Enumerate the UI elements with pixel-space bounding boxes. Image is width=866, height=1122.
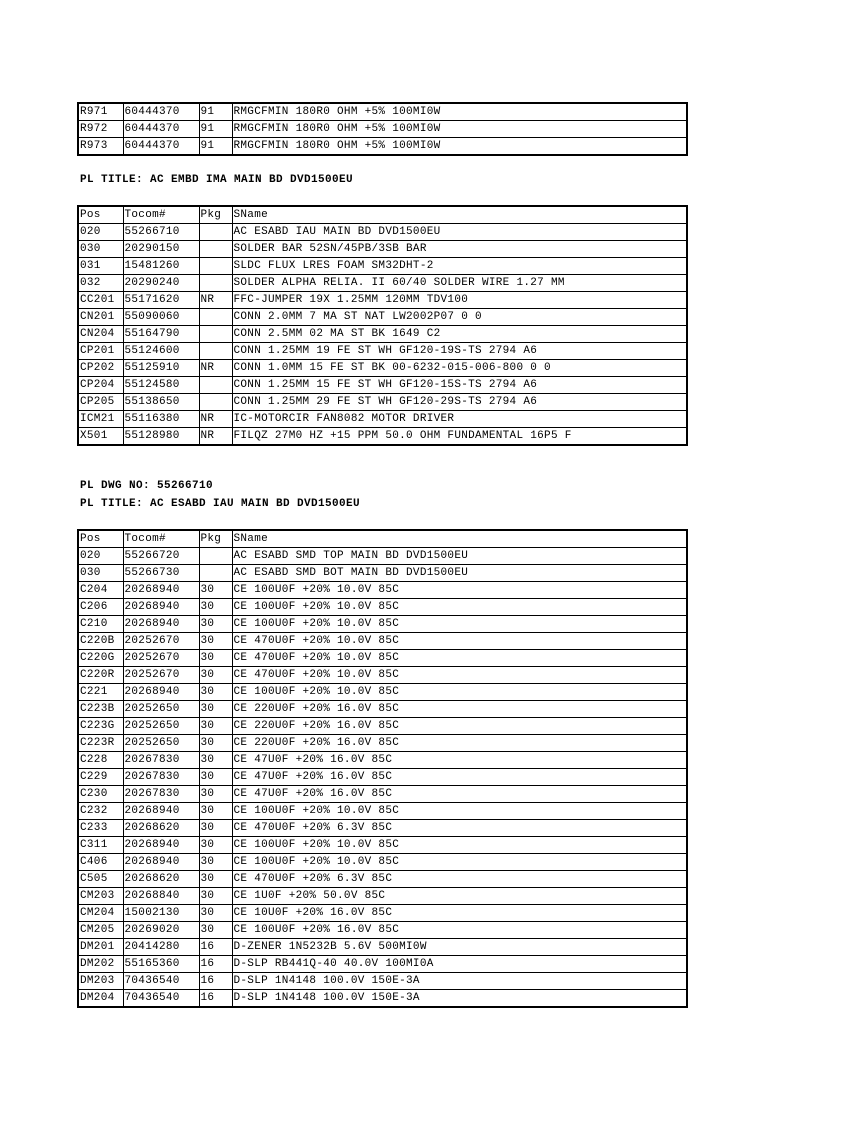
cell-tocom: 55090060 bbox=[123, 309, 199, 326]
cell-pos: C232 bbox=[78, 803, 123, 820]
cell-sname: CE 100U0F +20% 10.0V 85C bbox=[232, 837, 687, 854]
cell-tocom: 20268940 bbox=[123, 616, 199, 633]
section-title-esabd: PL TITLE: AC ESABD IAU MAIN BD DVD1500EU bbox=[80, 498, 361, 510]
cell-pos: C223R bbox=[78, 735, 123, 752]
cell-tocom: 20267830 bbox=[123, 769, 199, 786]
cell-pos: C233 bbox=[78, 820, 123, 837]
header-pos: Pos bbox=[78, 530, 123, 548]
cell-tocom: 20268620 bbox=[123, 871, 199, 888]
cell-pos: CM203 bbox=[78, 888, 123, 905]
cell-sname: CONN 2.5MM 02 MA ST BK 1649 C2 bbox=[232, 326, 687, 343]
cell-tocom: 70436540 bbox=[123, 990, 199, 1008]
cell-pkg: 16 bbox=[199, 939, 232, 956]
cell-tocom: 70436540 bbox=[123, 973, 199, 990]
cell-pos: CP204 bbox=[78, 377, 123, 394]
cell-tocom: 55165360 bbox=[123, 956, 199, 973]
table-row bbox=[78, 667, 687, 684]
cell-sname: RMGCFMIN 180R0 OHM +5% 100MI0W bbox=[232, 138, 687, 156]
cell-pkg: 30 bbox=[199, 820, 232, 837]
cell-pos: R972 bbox=[78, 121, 123, 138]
cell-pos: C228 bbox=[78, 752, 123, 769]
cell-sname: CE 100U0F +20% 10.0V 85C bbox=[232, 599, 687, 616]
table-row bbox=[78, 633, 687, 650]
cell-pkg: NR bbox=[199, 292, 232, 309]
cell-pkg: 91 bbox=[199, 103, 232, 121]
cell-sname: FILQZ 27M0 HZ +15 PPM 50.0 OHM FUNDAMENTAL 16P5 F bbox=[232, 428, 687, 446]
table-row bbox=[78, 905, 687, 922]
table-row bbox=[78, 103, 687, 121]
cell-pos: ICM21 bbox=[78, 411, 123, 428]
cell-sname: SOLDER BAR 52SN/45PB/3SB BAR bbox=[232, 241, 687, 258]
cell-tocom: 20290240 bbox=[123, 275, 199, 292]
table-row bbox=[78, 411, 687, 428]
cell-pos: DM201 bbox=[78, 939, 123, 956]
cell-tocom: 55138650 bbox=[123, 394, 199, 411]
cell-pkg: 30 bbox=[199, 888, 232, 905]
cell-pos: C220G bbox=[78, 650, 123, 667]
parts-table-1 bbox=[77, 102, 688, 156]
cell-sname: AC ESABD SMD TOP MAIN BD DVD1500EU bbox=[232, 548, 687, 565]
cell-pkg: 30 bbox=[199, 803, 232, 820]
cell-sname: CE 100U0F +20% 10.0V 85C bbox=[232, 854, 687, 871]
cell-tocom: 60444370 bbox=[123, 103, 199, 121]
cell-sname: AC ESABD SMD BOT MAIN BD DVD1500EU bbox=[232, 565, 687, 582]
cell-sname: CE 1U0F +20% 50.0V 85C bbox=[232, 888, 687, 905]
cell-pkg bbox=[199, 377, 232, 394]
cell-sname: D-SLP 1N4148 100.0V 150E-3A bbox=[232, 990, 687, 1008]
cell-tocom: 20252650 bbox=[123, 718, 199, 735]
cell-pos: CC201 bbox=[78, 292, 123, 309]
table-row bbox=[78, 922, 687, 939]
cell-sname: CONN 1.25MM 15 FE ST WH GF120-15S-TS 2794 A6 bbox=[232, 377, 687, 394]
cell-sname: CE 100U0F +20% 10.0V 85C bbox=[232, 684, 687, 701]
cell-pkg: 30 bbox=[199, 854, 232, 871]
cell-sname: FFC-JUMPER 19X 1.25MM 120MM TDV100 bbox=[232, 292, 687, 309]
cell-pkg: 16 bbox=[199, 973, 232, 990]
table-row bbox=[78, 803, 687, 820]
table-row bbox=[78, 769, 687, 786]
cell-pos: C505 bbox=[78, 871, 123, 888]
table-row bbox=[78, 973, 687, 990]
cell-pos: C229 bbox=[78, 769, 123, 786]
table-row bbox=[78, 121, 687, 138]
cell-tocom: 55124580 bbox=[123, 377, 199, 394]
table-row bbox=[78, 309, 687, 326]
cell-sname: D-SLP RB441Q-40 40.0V 100MI0A bbox=[232, 956, 687, 973]
table-row bbox=[78, 377, 687, 394]
cell-sname: CE 470U0F +20% 10.0V 85C bbox=[232, 633, 687, 650]
header-tocom: Tocom# bbox=[123, 206, 199, 224]
cell-pkg: 30 bbox=[199, 616, 232, 633]
cell-pkg: 30 bbox=[199, 599, 232, 616]
cell-tocom: 15002130 bbox=[123, 905, 199, 922]
cell-pkg: 91 bbox=[199, 121, 232, 138]
cell-pkg: 30 bbox=[199, 837, 232, 854]
cell-pkg: 30 bbox=[199, 684, 232, 701]
cell-tocom: 55124600 bbox=[123, 343, 199, 360]
cell-pkg: 16 bbox=[199, 956, 232, 973]
table-row bbox=[78, 854, 687, 871]
cell-tocom: 20290150 bbox=[123, 241, 199, 258]
cell-tocom: 20267830 bbox=[123, 786, 199, 803]
cell-pos: C406 bbox=[78, 854, 123, 871]
cell-pkg: 30 bbox=[199, 922, 232, 939]
cell-sname: CE 470U0F +20% 6.3V 85C bbox=[232, 871, 687, 888]
cell-pos: R971 bbox=[78, 103, 123, 121]
cell-pos: CM205 bbox=[78, 922, 123, 939]
cell-pkg bbox=[199, 275, 232, 292]
cell-sname: CONN 1.0MM 15 FE ST BK 00-6232-015-006-800 0 0 bbox=[232, 360, 687, 377]
cell-pkg bbox=[199, 241, 232, 258]
header-pkg: Pkg bbox=[199, 206, 232, 224]
cell-tocom: 20252650 bbox=[123, 735, 199, 752]
cell-pos: X501 bbox=[78, 428, 123, 446]
table-row bbox=[78, 990, 687, 1008]
table-row bbox=[78, 258, 687, 275]
cell-tocom: 55125910 bbox=[123, 360, 199, 377]
cell-pkg: 30 bbox=[199, 701, 232, 718]
cell-pos: 020 bbox=[78, 548, 123, 565]
cell-tocom: 55164790 bbox=[123, 326, 199, 343]
table-row bbox=[78, 837, 687, 854]
table-row bbox=[78, 138, 687, 156]
cell-pkg: 30 bbox=[199, 650, 232, 667]
cell-sname: CE 100U0F +20% 16.0V 85C bbox=[232, 922, 687, 939]
table-row bbox=[78, 599, 687, 616]
cell-pkg bbox=[199, 343, 232, 360]
cell-pos: C221 bbox=[78, 684, 123, 701]
cell-tocom: 55171620 bbox=[123, 292, 199, 309]
table-row bbox=[78, 871, 687, 888]
table-row bbox=[78, 650, 687, 667]
cell-sname: CE 470U0F +20% 10.0V 85C bbox=[232, 650, 687, 667]
cell-pkg: 16 bbox=[199, 990, 232, 1008]
cell-pkg: 30 bbox=[199, 633, 232, 650]
table-row bbox=[78, 752, 687, 769]
table-row bbox=[78, 565, 687, 582]
cell-pos: CP201 bbox=[78, 343, 123, 360]
cell-sname: CE 100U0F +20% 10.0V 85C bbox=[232, 582, 687, 599]
section-dwg-number: PL DWG NO: 55266710 bbox=[80, 480, 214, 492]
table-row bbox=[78, 548, 687, 565]
section-title-embd: PL TITLE: AC EMBD IMA MAIN BD DVD1500EU bbox=[80, 174, 354, 186]
cell-pos: 030 bbox=[78, 565, 123, 582]
cell-pkg: 30 bbox=[199, 871, 232, 888]
cell-sname: CE 220U0F +20% 16.0V 85C bbox=[232, 735, 687, 752]
cell-pkg: NR bbox=[199, 411, 232, 428]
table-row bbox=[78, 582, 687, 599]
header-pkg: Pkg bbox=[199, 530, 232, 548]
cell-pos: DM203 bbox=[78, 973, 123, 990]
cell-tocom: 55266730 bbox=[123, 565, 199, 582]
table-row bbox=[78, 394, 687, 411]
cell-pos: CN204 bbox=[78, 326, 123, 343]
cell-tocom: 20252670 bbox=[123, 633, 199, 650]
cell-sname: CE 470U0F +20% 6.3V 85C bbox=[232, 820, 687, 837]
table-header-row bbox=[78, 206, 687, 224]
cell-sname: CE 100U0F +20% 10.0V 85C bbox=[232, 616, 687, 633]
table-row bbox=[78, 786, 687, 803]
cell-pos: 031 bbox=[78, 258, 123, 275]
cell-sname: AC ESABD IAU MAIN BD DVD1500EU bbox=[232, 224, 687, 241]
table-row bbox=[78, 224, 687, 241]
cell-pkg: 30 bbox=[199, 667, 232, 684]
cell-sname: SLDC FLUX LRES FOAM SM32DHT-2 bbox=[232, 258, 687, 275]
parts-table-2 bbox=[77, 205, 688, 446]
cell-tocom: 20268940 bbox=[123, 599, 199, 616]
cell-sname: CE 220U0F +20% 16.0V 85C bbox=[232, 701, 687, 718]
header-sname: SName bbox=[232, 206, 687, 224]
cell-sname: CONN 1.25MM 29 FE ST WH GF120-29S-TS 2794 A6 bbox=[232, 394, 687, 411]
table-header-row bbox=[78, 530, 687, 548]
cell-sname: CE 47U0F +20% 16.0V 85C bbox=[232, 769, 687, 786]
table-row bbox=[78, 684, 687, 701]
cell-sname: CE 100U0F +20% 10.0V 85C bbox=[232, 803, 687, 820]
table-row bbox=[78, 718, 687, 735]
cell-pkg: 30 bbox=[199, 769, 232, 786]
cell-pkg: 91 bbox=[199, 138, 232, 156]
cell-tocom: 55266720 bbox=[123, 548, 199, 565]
cell-tocom: 55128980 bbox=[123, 428, 199, 446]
cell-pos: DM202 bbox=[78, 956, 123, 973]
cell-sname: CE 470U0F +20% 10.0V 85C bbox=[232, 667, 687, 684]
table-row bbox=[78, 326, 687, 343]
cell-tocom: 60444370 bbox=[123, 138, 199, 156]
cell-tocom: 55116380 bbox=[123, 411, 199, 428]
cell-tocom: 20268840 bbox=[123, 888, 199, 905]
cell-sname: CE 10U0F +20% 16.0V 85C bbox=[232, 905, 687, 922]
cell-pos: 032 bbox=[78, 275, 123, 292]
cell-pkg bbox=[199, 565, 232, 582]
table-row bbox=[78, 616, 687, 633]
cell-pos: C220B bbox=[78, 633, 123, 650]
cell-pkg: 30 bbox=[199, 735, 232, 752]
cell-pos: CP202 bbox=[78, 360, 123, 377]
cell-tocom: 20252650 bbox=[123, 701, 199, 718]
cell-tocom: 20268940 bbox=[123, 582, 199, 599]
cell-pos: C230 bbox=[78, 786, 123, 803]
table-row bbox=[78, 428, 687, 446]
table-row bbox=[78, 735, 687, 752]
cell-tocom: 20252670 bbox=[123, 650, 199, 667]
cell-pkg bbox=[199, 326, 232, 343]
cell-pos: C210 bbox=[78, 616, 123, 633]
header-sname: SName bbox=[232, 530, 687, 548]
table-row bbox=[78, 820, 687, 837]
cell-pkg: NR bbox=[199, 360, 232, 377]
cell-pkg: 30 bbox=[199, 905, 232, 922]
cell-sname: IC-MOTORCIR FAN8082 MOTOR DRIVER bbox=[232, 411, 687, 428]
cell-sname: D-ZENER 1N5232B 5.6V 500MI0W bbox=[232, 939, 687, 956]
cell-pkg: 30 bbox=[199, 718, 232, 735]
cell-tocom: 20269020 bbox=[123, 922, 199, 939]
cell-pos: C220R bbox=[78, 667, 123, 684]
cell-pos: DM204 bbox=[78, 990, 123, 1008]
header-pos: Pos bbox=[78, 206, 123, 224]
table-row bbox=[78, 292, 687, 309]
table-row bbox=[78, 360, 687, 377]
cell-pkg bbox=[199, 224, 232, 241]
cell-sname: CONN 2.0MM 7 MA ST NAT LW2002P07 0 0 bbox=[232, 309, 687, 326]
table-row bbox=[78, 343, 687, 360]
cell-pkg bbox=[199, 258, 232, 275]
cell-pos: C223G bbox=[78, 718, 123, 735]
cell-pkg: 30 bbox=[199, 752, 232, 769]
cell-tocom: 15481260 bbox=[123, 258, 199, 275]
cell-sname: CE 220U0F +20% 16.0V 85C bbox=[232, 718, 687, 735]
cell-pos: R973 bbox=[78, 138, 123, 156]
cell-tocom: 20252670 bbox=[123, 667, 199, 684]
table-row bbox=[78, 888, 687, 905]
cell-sname: SOLDER ALPHA RELIA. II 60/40 SOLDER WIRE 1.27 MM bbox=[232, 275, 687, 292]
parts-table-3 bbox=[77, 529, 688, 1008]
cell-sname: CE 47U0F +20% 16.0V 85C bbox=[232, 786, 687, 803]
cell-pos: C311 bbox=[78, 837, 123, 854]
cell-sname: RMGCFMIN 180R0 OHM +5% 100MI0W bbox=[232, 103, 687, 121]
cell-tocom: 20414280 bbox=[123, 939, 199, 956]
cell-tocom: 20268940 bbox=[123, 837, 199, 854]
cell-pkg bbox=[199, 309, 232, 326]
cell-pos: CM204 bbox=[78, 905, 123, 922]
cell-tocom: 20268940 bbox=[123, 854, 199, 871]
cell-sname: CONN 1.25MM 19 FE ST WH GF120-19S-TS 2794 A6 bbox=[232, 343, 687, 360]
cell-tocom: 20268940 bbox=[123, 684, 199, 701]
header-tocom: Tocom# bbox=[123, 530, 199, 548]
cell-pkg bbox=[199, 394, 232, 411]
table-row bbox=[78, 241, 687, 258]
cell-pkg bbox=[199, 548, 232, 565]
cell-sname: CE 47U0F +20% 16.0V 85C bbox=[232, 752, 687, 769]
cell-tocom: 20268940 bbox=[123, 803, 199, 820]
cell-sname: D-SLP 1N4148 100.0V 150E-3A bbox=[232, 973, 687, 990]
cell-pkg: 30 bbox=[199, 786, 232, 803]
cell-tocom: 20268620 bbox=[123, 820, 199, 837]
cell-pos: CP205 bbox=[78, 394, 123, 411]
cell-pos: CN201 bbox=[78, 309, 123, 326]
cell-sname: RMGCFMIN 180R0 OHM +5% 100MI0W bbox=[232, 121, 687, 138]
cell-pos: C223B bbox=[78, 701, 123, 718]
cell-pos: C204 bbox=[78, 582, 123, 599]
cell-pos: C206 bbox=[78, 599, 123, 616]
cell-tocom: 55266710 bbox=[123, 224, 199, 241]
cell-pkg: 30 bbox=[199, 582, 232, 599]
table-row bbox=[78, 956, 687, 973]
cell-pkg: NR bbox=[199, 428, 232, 446]
cell-tocom: 60444370 bbox=[123, 121, 199, 138]
cell-tocom: 20267830 bbox=[123, 752, 199, 769]
cell-pos: 020 bbox=[78, 224, 123, 241]
cell-pos: 030 bbox=[78, 241, 123, 258]
table-row bbox=[78, 275, 687, 292]
table-row bbox=[78, 701, 687, 718]
table-row bbox=[78, 939, 687, 956]
